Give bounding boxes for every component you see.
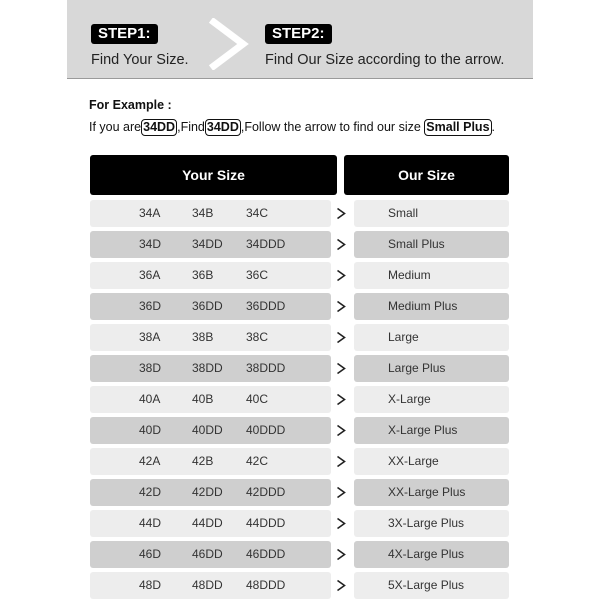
size-value: 42DD — [192, 485, 223, 499]
size-value: 42B — [192, 454, 214, 468]
our-size-value: 5X-Large Plus — [388, 578, 465, 592]
size-value: 44DDD — [246, 516, 286, 530]
arrow-right-icon — [336, 517, 346, 530]
arrow-right-icon — [336, 300, 346, 313]
arrow-right-icon — [336, 331, 346, 344]
table-row — [0, 324, 600, 351]
our-size-cell — [354, 200, 509, 227]
our-size-value: 3X-Large Plus — [388, 516, 465, 530]
our-size-cell — [354, 231, 509, 258]
your-size-cell — [90, 231, 331, 258]
step2-badge: STEP2: — [265, 24, 332, 44]
table-row — [0, 200, 600, 227]
our-size-value: Small Plus — [388, 237, 445, 251]
size-value: 38DD — [192, 361, 223, 375]
our-size-value: Medium — [388, 268, 431, 282]
your-size-cell — [90, 479, 331, 506]
your-size-cell — [90, 386, 331, 413]
example-line — [89, 119, 495, 136]
your-size-cell — [90, 200, 331, 227]
size-value: 40DD — [192, 423, 223, 437]
our-size-value: XX-Large — [388, 454, 439, 468]
size-value: 46D — [139, 547, 162, 561]
our-size-value: Small — [388, 206, 419, 220]
table-row — [0, 572, 600, 599]
size-value: 36C — [246, 268, 269, 282]
your-size-cell — [90, 541, 331, 568]
our-size-cell — [354, 293, 509, 320]
size-value: 46DD — [192, 547, 223, 561]
size-value: 46DDD — [246, 547, 286, 561]
example-find-word: ,Find — [177, 120, 205, 134]
table-row — [0, 386, 600, 413]
table-row — [0, 417, 600, 444]
arrow-right-icon — [336, 424, 346, 437]
arrow-right-icon — [336, 579, 346, 592]
size-value: 48DDD — [246, 578, 286, 592]
example-title: For Example : — [89, 98, 172, 112]
size-value: 36B — [192, 268, 214, 282]
arrow-right-icon — [336, 393, 346, 406]
our-size-cell — [354, 510, 509, 537]
our-size-cell — [354, 355, 509, 382]
example-prefix: If you are — [89, 120, 142, 134]
size-value: 36A — [139, 268, 161, 282]
our-size-value: Medium Plus — [388, 299, 458, 313]
our-size-value: Large Plus — [388, 361, 446, 375]
size-value: 34DD — [192, 237, 223, 251]
table-row — [0, 448, 600, 475]
step1-badge: STEP1: — [91, 24, 158, 44]
your-size-cell — [90, 262, 331, 289]
your-size-cell — [90, 510, 331, 537]
table-row — [0, 262, 600, 289]
our-size-value: XX-Large Plus — [388, 485, 466, 499]
arrow-right-icon — [336, 455, 346, 468]
size-value: 42A — [139, 454, 161, 468]
our-size-value: 4X-Large Plus — [388, 547, 465, 561]
table-row — [0, 541, 600, 568]
arrow-right-icon — [336, 238, 346, 251]
size-value: 34DDD — [246, 237, 286, 251]
your-size-header: Your Size — [90, 155, 337, 195]
example-follow-text: ,Follow the arrow to find our size — [240, 120, 421, 134]
example-our-size: Small Plus — [426, 120, 490, 134]
arrow-right-icon — [336, 207, 346, 220]
table-row — [0, 479, 600, 506]
our-size-header: Our Size — [344, 155, 509, 195]
size-value: 48D — [139, 578, 162, 592]
size-value: 34D — [139, 237, 162, 251]
size-value: 38B — [192, 330, 214, 344]
step2-text: Find Our Size according to the arrow. — [265, 52, 505, 68]
our-size-cell — [354, 541, 509, 568]
size-value: 44DD — [192, 516, 223, 530]
your-size-cell — [90, 417, 331, 444]
arrow-right-icon — [336, 362, 346, 375]
size-value: 40DDD — [246, 423, 286, 437]
size-value: 36DD — [192, 299, 223, 313]
our-size-value: X-Large Plus — [388, 423, 458, 437]
our-size-cell — [354, 479, 509, 506]
size-value: 34B — [192, 206, 214, 220]
example-your-size: 34DD — [143, 120, 176, 134]
arrow-right-icon — [336, 269, 346, 282]
table-row — [0, 510, 600, 537]
arrow-right-icon — [336, 486, 346, 499]
our-size-cell — [354, 324, 509, 351]
arrow-right-icon — [336, 548, 346, 561]
your-size-cell — [90, 293, 331, 320]
size-value: 42C — [246, 454, 269, 468]
size-value: 40B — [192, 392, 214, 406]
size-value: 36D — [139, 299, 162, 313]
your-size-cell — [90, 324, 331, 351]
example-find-size: 34DD — [206, 120, 239, 134]
size-value: 38C — [246, 330, 269, 344]
our-size-cell — [354, 386, 509, 413]
size-value: 34A — [139, 206, 161, 220]
size-value: 40A — [139, 392, 161, 406]
table-row — [0, 355, 600, 382]
size-value: 38A — [139, 330, 161, 344]
our-size-value: X-Large — [388, 392, 431, 406]
size-value: 42DDD — [246, 485, 286, 499]
chevron-right-icon — [205, 18, 249, 70]
our-size-cell — [354, 448, 509, 475]
table-row — [0, 293, 600, 320]
your-size-cell — [90, 448, 331, 475]
step1-text: Find Your Size. — [91, 52, 189, 68]
size-value: 38DDD — [246, 361, 286, 375]
size-value: 40C — [246, 392, 269, 406]
your-size-cell — [90, 572, 331, 599]
size-value: 48DD — [192, 578, 223, 592]
size-value: 36DDD — [246, 299, 286, 313]
table-row — [0, 231, 600, 258]
our-size-cell — [354, 572, 509, 599]
size-value: 40D — [139, 423, 162, 437]
example-suffix: . — [491, 120, 496, 134]
our-size-cell — [354, 417, 509, 444]
size-value: 42D — [139, 485, 162, 499]
our-size-value: Large — [388, 330, 419, 344]
size-value: 44D — [139, 516, 162, 530]
your-size-cell — [90, 355, 331, 382]
size-value: 38D — [139, 361, 162, 375]
size-value: 34C — [246, 206, 269, 220]
steps-header — [67, 0, 533, 79]
our-size-cell — [354, 262, 509, 289]
